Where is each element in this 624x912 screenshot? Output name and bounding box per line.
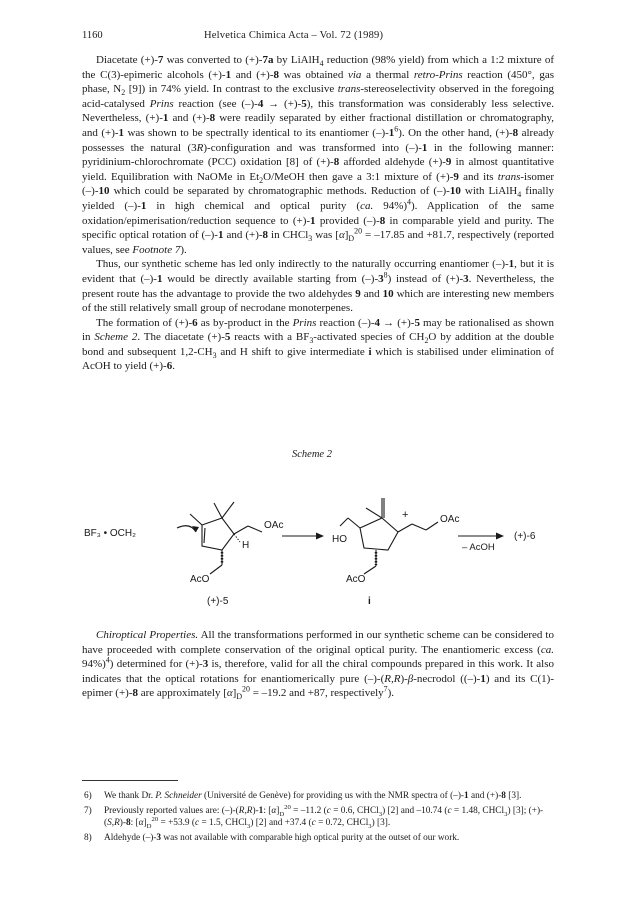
journal-header: Helvetica Chimica Acta – Vol. 72 (1989) bbox=[204, 30, 384, 41]
aco-label-1: AcO bbox=[190, 574, 210, 585]
compound-label-i: i bbox=[368, 596, 371, 607]
ho-label: HO bbox=[332, 534, 347, 545]
h-label: H bbox=[242, 540, 250, 551]
paragraph-1: Diacetate (+)-7 was converted to (+)-7a by LiAlH$_4$ reduction (98% yield) from which a 1:2 mixture of the C(3)-epimeric alcohols (+)-1 and (+)-8 was obtained via a thermal retro-Prins reaction (450°, gas phase, $N_2$ [9]) in 74% yield. In contrast to the exclusive trans-stereoselectivity observed in the foregoing acid-catalysed Prins reaction (see (–)-4 → (+)-5), this transformation was considerably less selective. Nevertheless, (+)-1 and (+)-8 were readily separated by either fractional distillation or chromatography, and (+)-1 was shown to be spectrally identical to its enantiomer $(-)-1^6$). On the other hand, (+)-8 already possesses the natural (3R)-configuration and was transformed into (–)-1 in the following manner: pyridinium-chlorochromate (PCC) oxidation [8] of (+)-8 afforded aldehyde (+)-9 in almost quantitative yield. Equilibration with NaOMe in $Et_2O$/MeOH then gave a 3:1 mixture of (+)-9 and its trans-isomer (–)-10 which could be separated by chromatographic methods. Reduction of (–)-10 with LiAlH$_4$ finally yielded (–)-1 in high chemical and optical purity (ca. 94%)$^4$). Application of the same oxidation/epimerisation/reduction sequence to (+)-1 provided (–)-8 in comparable yield and purity. The specific optical rotation of (–)-1 and (+)-8 in CHCl$_3$ was $[\alpha]_D^{20} = -17.85$ and +81.7, respectively (reported values, see Footnote 7). bbox=[82, 54, 555, 256]
scheme-drawing bbox=[82, 470, 562, 610]
reaction-scheme bbox=[82, 470, 562, 610]
cation-charge: + bbox=[402, 509, 409, 521]
reaction-arrow-2 bbox=[458, 533, 504, 540]
footnote-8: 8) Aldehyde (–)-3 was not available with comparable high optical purity at the outset of our work. bbox=[84, 832, 460, 843]
product-label: (+)-6 bbox=[514, 531, 536, 542]
scheme-title: Scheme 2 bbox=[292, 449, 332, 460]
footnote-7: 7) Previously reported values are: (–)-(R,R)-1: $[\alpha]_D^{20} = -11.2$ (c = 0.6, CHCl$_3$) [2] and –10.74 (c = 1.48, CHCl$_3$) [3]; (+)-(S,R)-8: $[\alpha]_D^{20} = +53.9$ (c = 1.5, CHCl$_3$) [2] and +37.4 (c = 0.72, CHCl$_3$) [3]. bbox=[84, 803, 544, 831]
reaction-arrow-1 bbox=[282, 533, 324, 540]
chiroptical-section bbox=[82, 628, 554, 701]
aco-label-2: AcO bbox=[346, 574, 366, 585]
reagent-label: BF₃ • OCH₂ bbox=[84, 528, 137, 539]
chiroptical-paragraph: Chiroptical Properties. All the transformations performed in our synthetic scheme can be considered to have proceeded with complete conservation of the original optical purity. The enantiomeric excess (ca. 94%)$^4$) determined for (+)-3 is, therefore, valid for all the chiral compounds prepared in this work. It also indicates that the optical rotations for enantiomerically pure (–)-(R,R)-β-necrodol ((–)-1) and its C(1)-epimer (+)-8 are approximately $[\alpha]_D^{20} = -19.2$ and +87, respectively$^7$). bbox=[82, 629, 554, 702]
running-header bbox=[82, 30, 552, 44]
footnote-6: 6) We thank Dr. P. Schneider (Université de Genève) for providing us with the NMR spectra of (–)-1 and (+)-8 [3]. bbox=[84, 791, 522, 801]
footnotes bbox=[82, 790, 554, 846]
compound-label-5: (+)-5 bbox=[207, 596, 229, 607]
elimination-label: – AcOH bbox=[462, 542, 495, 553]
paragraph-2: Thus, our synthetic scheme has led only indirectly to the naturally occurring enantiomer (–)-1, but it is evident that (–)-1 would be directly available starting from $(-)-3^8$) instead of (+)-3. Nevertheless, the present route has the advantage to provide the two aldehydes 9 and 10 which are interesting new members of the still relatively small group of necrodane monoterpenes. bbox=[82, 258, 555, 315]
paragraph-3: The formation of (+)-6 as by-product in the Prins reaction (–)-4 → (+)-5 may be rationalised as shown in Scheme 2. The diacetate (+)-5 reacts with a $BF_3$-activated species of $CH_2O$ by addition at the double bond and subsequent $1,2-CH_3$ and H shift to give intermediate i which is stabilised under elimination of AcOH to yield (+)-6. bbox=[82, 316, 554, 373]
footnote-rule bbox=[82, 780, 178, 781]
structure-5-bonds bbox=[177, 502, 262, 574]
oac-label-1: OAc bbox=[264, 520, 284, 531]
page-number: 1160 bbox=[82, 30, 103, 41]
section-heading: Chiroptical Properties. bbox=[96, 629, 199, 641]
intermediate-i-bonds bbox=[340, 498, 438, 574]
oac-label-2: OAc bbox=[440, 514, 460, 525]
body-text bbox=[82, 53, 554, 374]
